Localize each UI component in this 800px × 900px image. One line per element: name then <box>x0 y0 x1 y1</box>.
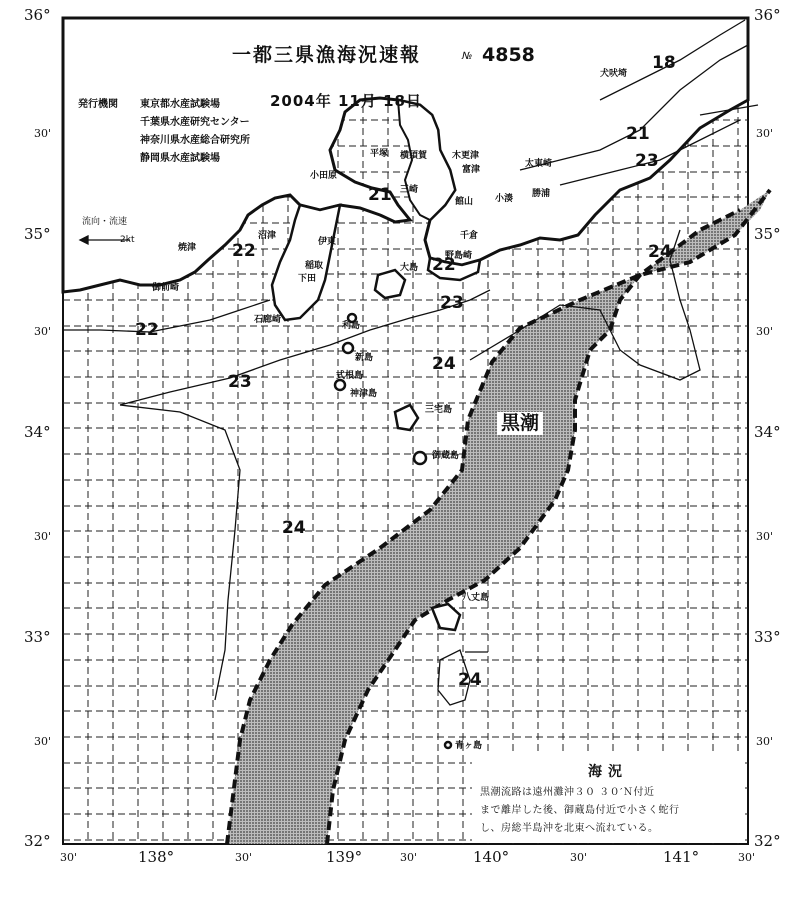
publisher-label: 発行機関 <box>78 99 118 110</box>
place-inatori: 稲取 <box>305 261 324 271</box>
isotherm-label-24: 24 <box>432 354 456 374</box>
lat-label-right: 32° <box>754 832 781 850</box>
island-niijima <box>343 343 353 353</box>
island-mikurajima <box>414 452 426 464</box>
lat-label-right: 35° <box>754 225 781 243</box>
lat-label-right: 36° <box>754 6 781 24</box>
place-irozaki: 石廊崎 <box>254 315 282 325</box>
publisher-2: 千葉県水産研究センター <box>140 117 250 128</box>
island-kozushima <box>335 380 345 390</box>
isotherm-label-23: 23 <box>228 372 252 392</box>
kuroshio-label: 黒潮 <box>497 412 543 435</box>
lon-label-bottom: 141° <box>663 848 700 866</box>
place-ohara: 太東崎 <box>525 159 553 169</box>
place-shimoda: 下田 <box>298 274 317 284</box>
sea-conditions-line-3: し、房総半島沖を北東へ流れている。 <box>480 823 659 834</box>
map-title: 一都三県漁海況速報 <box>232 44 422 66</box>
isotherm-label-24: 24 <box>458 670 482 690</box>
lon-minor-label-bottom: 30' <box>60 851 78 864</box>
place-chikura: 千倉 <box>460 231 479 241</box>
publisher-3: 神奈川県水産総合研究所 <box>140 135 250 146</box>
lat-minor-label-left: 30' <box>34 530 52 543</box>
place-kisarazu: 木更津 <box>452 151 480 161</box>
lon-label-bottom: 139° <box>326 848 363 866</box>
place-choshi: 犬吠埼 <box>600 69 628 79</box>
isotherm-label-23: 23 <box>440 293 464 313</box>
sea-conditions-line-1: 黒潮流路は遠州灘沖３０ ３０′Ｎ付近 <box>480 787 655 798</box>
island-oshima <box>375 270 405 298</box>
sea-conditions-box <box>472 755 744 843</box>
place-tateyama: 館山 <box>455 197 474 207</box>
place-nojimazaki: 野島崎 <box>445 251 473 261</box>
lat-label-right: 33° <box>754 628 781 646</box>
lon-minor-label-bottom: 30' <box>235 851 253 864</box>
lat-label-left: 36° <box>24 6 51 24</box>
place-mikurajima: 御蔵島 <box>432 451 460 461</box>
legend-scale: 2kt <box>120 235 135 245</box>
lat-minor-label-left: 30' <box>34 127 52 140</box>
isotherm-label-21: 21 <box>626 124 650 144</box>
place-katsuura: 勝浦 <box>532 189 551 199</box>
place-ito: 伊東 <box>318 237 337 247</box>
lat-minor-label-right: 30' <box>756 530 774 543</box>
place-yaizu: 焼津 <box>178 243 197 253</box>
issue-date: 2004年 11月 18日 <box>270 92 422 110</box>
isotherm-label-22: 22 <box>135 320 159 340</box>
isotherm-label-22: 22 <box>432 255 456 275</box>
lat-label-left: 34° <box>24 423 51 441</box>
island-aogashima <box>445 742 451 748</box>
lon-minor-label-bottom: 30' <box>400 851 418 864</box>
place-misaki: 三崎 <box>400 185 419 195</box>
lat-minor-label-right: 30' <box>756 735 774 748</box>
place-omaezaki: 御前崎 <box>152 283 180 293</box>
place-kozushima: 神津島 <box>350 389 378 399</box>
isotherm-label-24: 24 <box>648 242 672 262</box>
lat-minor-label-left: 30' <box>34 325 52 338</box>
isotherm-label-21: 21 <box>368 185 392 205</box>
place-futtsu: 富津 <box>462 165 481 175</box>
lat-minor-label-right: 30' <box>756 127 774 140</box>
lat-label-left: 35° <box>24 225 51 243</box>
lat-label-left: 33° <box>24 628 51 646</box>
isotherm-label-22: 22 <box>232 241 256 261</box>
legend-title: 流向・流速 <box>82 217 128 227</box>
lat-minor-label-left: 30' <box>34 735 52 748</box>
publisher-1: 東京都水産試験場 <box>140 99 220 110</box>
place-oshima: 大島 <box>400 263 419 273</box>
lat-label-left: 32° <box>24 832 51 850</box>
lon-label-bottom: 138° <box>138 848 175 866</box>
sea-conditions-line-2: まで離岸した後、御蔵島付近で小さく蛇行 <box>480 805 680 816</box>
place-kominato: 小湊 <box>495 194 514 204</box>
lon-label-bottom: 140° <box>473 848 510 866</box>
lat-minor-label-right: 30' <box>756 325 774 338</box>
issue-number: 4858 <box>482 44 535 66</box>
isotherm-label-18: 18 <box>652 53 676 73</box>
place-niijima: 新島 <box>355 353 374 363</box>
place-numazu: 沼津 <box>258 231 277 241</box>
place-odawara: 小田原 <box>310 171 338 181</box>
place-hachijojima: 八丈島 <box>462 593 490 603</box>
place-aogashima: 青ヶ島 <box>455 741 483 751</box>
publisher-4: 静岡県水産試験場 <box>140 153 220 164</box>
place-yokosuka: 横須賀 <box>400 151 428 161</box>
lon-minor-label-bottom: 30' <box>570 851 588 864</box>
isotherm-label-24: 24 <box>282 518 306 538</box>
place-shikinejima: 式根島 <box>336 371 364 381</box>
place-miyakejima: 三宅島 <box>425 405 453 415</box>
place-toshima: 利島 <box>342 321 361 331</box>
place-hiratsuka: 平塚 <box>370 149 389 159</box>
isotherm-label-23: 23 <box>635 151 659 171</box>
lat-label-right: 34° <box>754 423 781 441</box>
lon-minor-label-bottom: 30' <box>738 851 756 864</box>
sea-conditions-title: 海況 <box>588 764 628 780</box>
issue-prefix: № <box>462 51 473 62</box>
